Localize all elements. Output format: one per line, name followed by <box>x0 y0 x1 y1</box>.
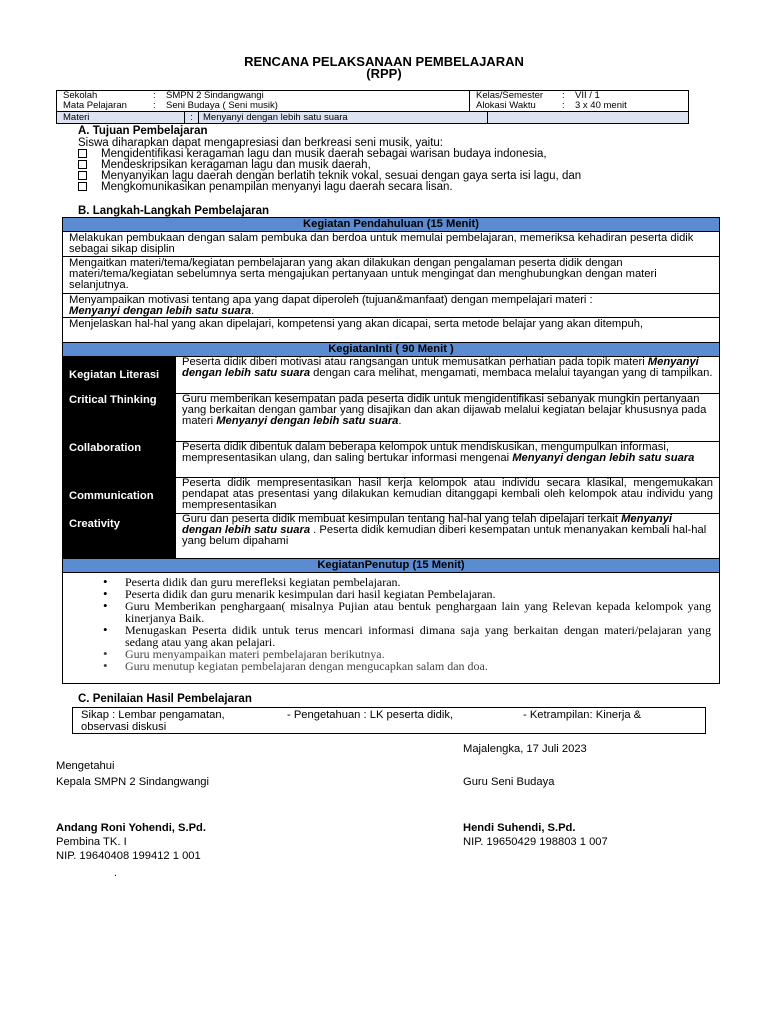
pendahuluan-row: Menyampaikan motivasi tentang apa yang dapat diperoleh (tujuan&manfaat) dengan mempelajari materi : Menyanyi dengan lebih satu suara. <box>63 294 719 318</box>
inti-row-critical-thinking <box>63 394 719 442</box>
inti-label: Creativity <box>63 514 176 558</box>
alokasi-value: 3 x 40 menit <box>575 100 627 111</box>
section-b-heading: B. Langkah-Langkah Pembelajaran <box>78 205 270 217</box>
checkbox-icon <box>78 171 87 180</box>
penilaian-pengetahuan: - Pengetahuan : LK peserta didik, <box>287 709 454 721</box>
steps-table <box>62 217 720 684</box>
inti-text: Peserta didik diberi motivasi atau rangsangan untuk memusatkan perhatian pada topik materi Menyanyi dengan lebih satu suara dengan cara melihat, mengamati, membaca melalui tayangan yang di tampilkan. <box>176 357 719 393</box>
section-a-heading: A. Tujuan Pembelajaran <box>78 125 208 137</box>
penilaian-box <box>72 707 706 734</box>
identity-table <box>56 90 689 112</box>
penutup-list <box>63 573 719 683</box>
checkbox-icon <box>78 182 87 191</box>
colon: : <box>185 112 199 123</box>
mapel-label: Mata Pelajaran <box>63 100 127 111</box>
materi-label: Materi <box>57 112 185 123</box>
inti-label: Collaboration <box>63 442 176 477</box>
inti-text: Guru dan peserta didik membuat kesimpulan tentang hal-hal yang telah dipelajari terkait Menyanyi dengan lebih satu suara . Peserta didik kemudian diberi kesempatan untuk menanyakan kembali hal-hal yang belum dipahami <box>176 514 719 558</box>
penilaian-sikap: Sikap : Lembar pengamatan, <box>81 709 225 721</box>
inti-row-communication <box>63 478 719 514</box>
inti-text: Peserta didik mempresentasikan hasil kerja kelompok atau individu secara klasikal, mengemukakan pendapat atas presentasi yang dilakukan kemudian ditanggapi kembali oleh kelompok atau individu yang mempresentasikan <box>176 478 719 513</box>
kepala-title: Kepala SMPN 2 Sindangwangi <box>56 776 209 788</box>
tujuan-item: Mengkomunikasikan penampilan menyanyi lagu daerah secara lisan. <box>78 182 718 193</box>
place-date: Majalengka, 17 Juli 2023 <box>463 743 587 755</box>
document-subtitle: (RPP) <box>366 66 402 81</box>
guru-nip: NIP. 19650429 198803 1 007 <box>463 836 608 848</box>
list-item: • Guru menutup kegiatan pembelajaran dengan mengucapkan salam dan doa. <box>103 660 711 672</box>
inti-text: Peserta didik dibentuk dalam beberapa kelompok untuk mendiskusikan, mengumpulkan informasi, mempresentasikan ulang, dan saling bertukar informasi mengenai Menyanyi dengan lebih satu suara <box>176 442 719 477</box>
tujuan-list <box>78 138 718 193</box>
pendahuluan-row: Mengaitkan materi/tema/kegiatan pembelajaran yang akan dilakukan dengan pengalaman peserta didik dengan materi/tema/kegiatan sebelumnya serta mengajukan pertanyaan untuk mengingat dan menghubungkan dengan materi selanjutnya. <box>63 257 719 294</box>
inti-row-literasi <box>63 357 719 394</box>
materi-value: Menyanyi dengan lebih satu suara <box>199 112 488 123</box>
inti-label: Critical Thinking <box>63 394 176 441</box>
colon: : <box>562 90 565 101</box>
checkbox-icon <box>78 160 87 169</box>
colon: : <box>153 100 156 111</box>
inti-row-collaboration <box>63 442 719 478</box>
identity-row-2 <box>57 101 688 111</box>
materi-row <box>56 111 689 124</box>
inti-label: Communication <box>63 478 176 513</box>
tujuan-item: Mendeskripsikan keragaman lagu dan musik daerah, <box>78 160 718 171</box>
checkbox-icon <box>78 149 87 158</box>
inti-header: KegiatanInti ( 90 Menit ) <box>63 343 719 357</box>
tujuan-item: Menyanyikan lagu daerah dengan berlatih teknik vokal, sesuai dengan gaya serta isi lagu, dan <box>78 171 718 182</box>
list-item: • Guru Memberikan penghargaan( misalnya Pujian atau bentuk penghargaan lain yang Relevan kepada kelompok yang kinerjanya Baik. <box>103 600 711 624</box>
tujuan-intro: Siswa diharapkan dapat mengapresiasi dan berkreasi seni musik, yaitu: <box>78 137 444 149</box>
inti-text: Guru memberikan kesempatan pada peserta didik untuk mengidentifikasi sebanyak mungkin pertanyaan yang berkaitan dengan gambar yang disajikan dan akan dijawab melalui kegiatan belajar khususnya pada materi Menyanyi dengan lebih satu suara. <box>176 394 719 441</box>
kepala-nip: NIP. 19640408 199412 1 001 <box>56 850 201 862</box>
penutup-header: KegiatanPenutup (15 Menit) <box>63 559 719 573</box>
colon: : <box>562 100 565 111</box>
guru-title: Guru Seni Budaya <box>463 776 555 788</box>
sekolah-value: SMPN 2 Sindangwangi <box>166 90 264 101</box>
colon: : <box>153 90 156 101</box>
inti-label: Kegiatan Literasi <box>63 357 176 393</box>
kelas-label: Kelas/Semester <box>476 90 544 101</box>
mapel-value: Seni Budaya ( Seni musik) <box>166 100 278 111</box>
tujuan-item: Mengidentifikasi keragaman lagu dan musik daerah sebagai warisan budaya indonesia, <box>78 149 718 160</box>
list-item: • Guru menyampaikan materi pembelajaran berikutnya. <box>103 648 711 660</box>
kelas-value: VII / 1 <box>575 90 600 101</box>
pendahuluan-row: Menjelaskan hal-hal yang akan dipelajari, kompetensi yang akan dicapai, serta metode belajar yang akan ditempuh, <box>63 318 719 343</box>
sekolah-label: Sekolah <box>63 90 98 101</box>
mengetahui: Mengetahui <box>56 760 115 772</box>
alokasi-label: Alokasi Waktu <box>476 100 536 111</box>
penilaian-line2: observasi diskusi <box>81 721 167 733</box>
list-item: • Peserta didik dan guru menarik kesimpulan dari hasil kegiatan Pembelajaran. <box>103 588 711 600</box>
list-item: • Menugaskan Peserta didik untuk terus mencari informasi dimana saja yang berkaitan dengan materi/pelajaran yang sedang atau yang akan pelajari. <box>103 624 711 648</box>
stray-dot: . <box>114 867 118 879</box>
list-item: • Peserta didik dan guru merefleksi kegiatan pembelajaran. <box>103 576 711 588</box>
pendahuluan-row: Melakukan pembukaan dengan salam pembuka dan berdoa untuk memulai pembelajaran, memeriksa kehadiran peserta didik sebagai sikap disiplin <box>63 232 719 257</box>
inti-row-creativity <box>63 514 719 559</box>
section-c-heading: C. Penilaian Hasil Pembelajaran <box>78 693 252 705</box>
document-title: RENCANA PELAKSANAAN PEMBELAJARAN <box>244 54 524 69</box>
penilaian-keterampilan: - Ketrampilan: Kinerja & <box>523 709 642 721</box>
kepala-name: Andang Roni Yohendi, S.Pd. <box>56 822 206 834</box>
guru-name: Hendi Suhendi, S.Pd. <box>463 822 576 834</box>
kepala-rank: Pembina TK. I <box>56 836 127 848</box>
pendahuluan-header: Kegiatan Pendahuluan (15 Menit) <box>63 218 719 232</box>
